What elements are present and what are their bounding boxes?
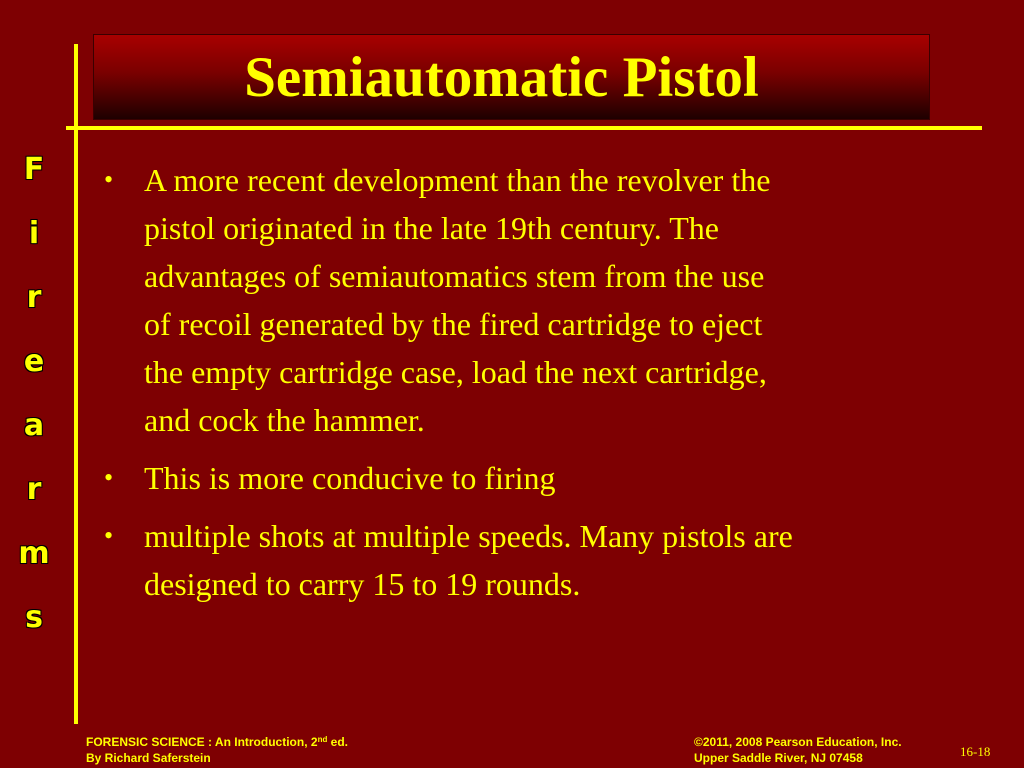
side-letter: m xyxy=(18,536,50,571)
bullet-line: of recoil generated by the fired cartridge to eject xyxy=(144,306,763,342)
bullet-line: designed to carry 15 to 19 rounds. xyxy=(144,566,581,602)
bullet-line: advantages of semiautomatics stem from the use xyxy=(144,258,765,294)
bullet-text xyxy=(144,512,974,608)
bullet-item xyxy=(104,512,974,608)
footer-author: By Richard Saferstein xyxy=(86,751,211,765)
bullet-icon: • xyxy=(104,463,114,492)
side-letter: s xyxy=(25,600,43,635)
bullet-icon: • xyxy=(104,521,114,550)
slide-title: Semiautomatic Pistol xyxy=(244,45,759,109)
bullet-line: pistol originated in the late 19th century. The xyxy=(144,210,719,246)
footer-copyright xyxy=(694,734,902,766)
footer-publisher-address: Upper Saddle River, NJ 07458 xyxy=(694,751,863,765)
bullet-line: and cock the hammer. xyxy=(144,402,425,438)
bullet-line: multiple shots at multiple speeds. Many pistols are xyxy=(144,518,793,554)
footer-copyright-line: ©2011, 2008 Pearson Education, Inc. xyxy=(694,735,902,749)
title-banner xyxy=(93,34,930,120)
side-letter: r xyxy=(26,280,42,315)
bullet-icon: • xyxy=(104,165,114,194)
side-letter: r xyxy=(26,472,42,507)
side-letter: i xyxy=(28,216,40,251)
bullet-item xyxy=(104,454,974,502)
bullet-text xyxy=(144,156,974,444)
footer-book-title-prefix: FORENSIC SCIENCE : An Introduction, 2 xyxy=(86,735,318,749)
side-letter: a xyxy=(23,408,45,443)
vertical-divider-line xyxy=(74,44,78,724)
bullet-item xyxy=(104,156,974,444)
bullet-line: A more recent development than the revolver the xyxy=(144,162,771,198)
side-label-firearms xyxy=(8,138,60,650)
side-letter: F xyxy=(23,152,45,187)
footer-edition-superscript: nd xyxy=(317,735,328,744)
footer-book-title xyxy=(86,734,348,750)
bullet-text xyxy=(144,454,974,502)
slide-number: 16-18 xyxy=(960,744,991,759)
bullet-line: This is more conducive to firing xyxy=(144,460,556,496)
footer-book-credit xyxy=(86,734,348,766)
horizontal-divider-line xyxy=(66,126,982,130)
footer-book-title-suffix: ed. xyxy=(327,735,349,749)
slide-body xyxy=(104,156,974,618)
side-letter: e xyxy=(23,344,45,379)
bullet-line: the empty cartridge case, load the next cartridge, xyxy=(144,354,767,390)
